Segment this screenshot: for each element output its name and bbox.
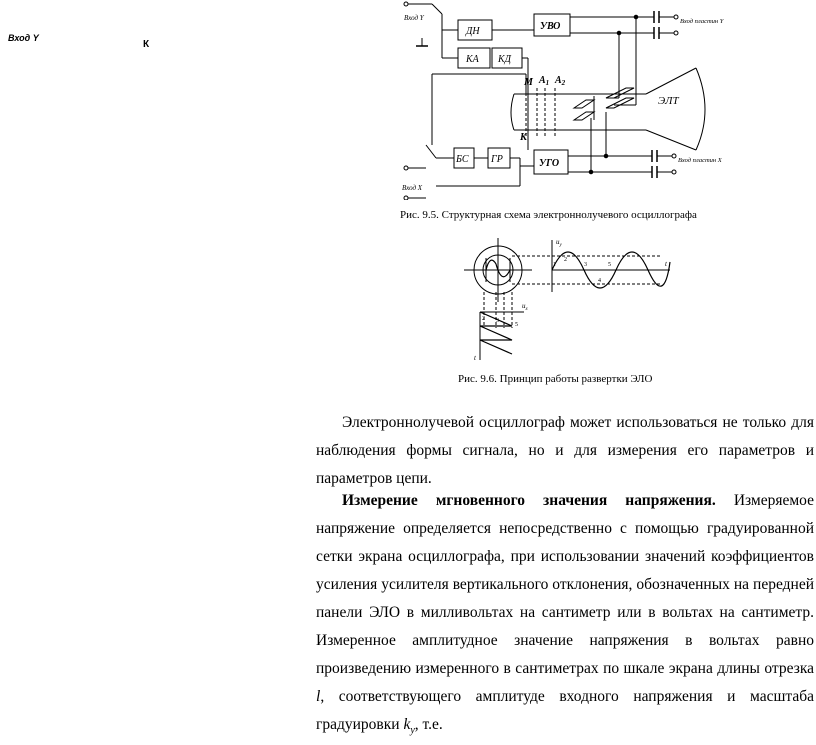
input-y-terminal bbox=[404, 2, 408, 6]
axis-t-label: t bbox=[665, 260, 667, 268]
point-5-label: 5 bbox=[608, 262, 611, 268]
paragraph-intro bbox=[316, 409, 814, 493]
dn-label: ДН bbox=[466, 26, 480, 37]
elt-label: ЭЛТ bbox=[658, 95, 679, 107]
measurement-text-end: , т.е. bbox=[414, 716, 443, 733]
paragraph-measurement bbox=[316, 487, 814, 745]
grid-m-label: М bbox=[524, 77, 533, 88]
sweep-point-3: 3 bbox=[496, 318, 499, 324]
ka-label: КА bbox=[466, 54, 479, 65]
side-label-input-y: Вход Y bbox=[8, 33, 39, 43]
point-2-label: 2 bbox=[564, 257, 567, 263]
axis-t-down-label: t bbox=[474, 354, 476, 362]
side-label-k: К bbox=[143, 39, 150, 50]
fig96-caption: Рис. 9.6. Принцип работы развертки ЭЛО bbox=[458, 373, 653, 385]
fig95-input-y: Вход Y bbox=[404, 14, 424, 22]
ugo-label: УГО bbox=[539, 158, 560, 169]
fig95-plates-y: Вход пластин Y bbox=[680, 18, 724, 25]
cathode-k-label: К bbox=[520, 132, 527, 143]
oscilloscope-block-diagram bbox=[396, 0, 726, 200]
var-k: k bbox=[403, 716, 411, 733]
axis-uy-label: $u_y$ bbox=[556, 238, 562, 248]
anode-a1-label: $А_1$ bbox=[539, 75, 550, 87]
fig95-input-x: Вход X bbox=[402, 184, 423, 192]
paragraph-intro-text: Электроннолучевой осциллограф может использоваться не только для наблюдения формы сигнала, но и для измерения его параметров и параметров цепи. bbox=[316, 414, 814, 487]
y-plate-1 bbox=[606, 88, 634, 98]
section-heading: Измерение мгновенного значения напряжения. bbox=[342, 492, 716, 509]
var-k-sub: y bbox=[410, 725, 415, 737]
fig95-plates-x: Вход пластин X bbox=[678, 157, 722, 164]
point-4-label: 4 bbox=[598, 278, 601, 284]
point-1-label: 1 bbox=[553, 262, 556, 268]
y-plate-2 bbox=[606, 98, 634, 108]
sweep-principle-diagram bbox=[460, 236, 690, 366]
sweep-point-5: 5 bbox=[515, 322, 518, 328]
anode-a2-label: $А_2$ bbox=[555, 75, 566, 87]
measurement-text-mid: , соответствующего амплитуде входного напряжения и масштаба градуировки bbox=[316, 688, 814, 733]
paragraph-measurement-text bbox=[316, 487, 814, 745]
var-l: l bbox=[316, 688, 321, 705]
fig95-caption: Рис. 9.5. Структурная схема электроннолучевого осциллографа bbox=[400, 209, 697, 221]
x-plate-1 bbox=[574, 100, 594, 108]
sweep-point-2: 2 bbox=[482, 316, 485, 322]
kd-label: КД bbox=[498, 54, 512, 65]
axis-ux-label: $u_x$ bbox=[522, 302, 528, 312]
bs-label: БС bbox=[456, 154, 469, 165]
measurement-text: Измеряемое напряжение определяется непосредственно с помощью градуированной сетки экрана осциллографа, при использовании значений коэффициентов усиления усилителя вертикального отклонения, обозначенных на передней панели ЭЛО в милливольтах на сантиметр или в вольтах на сантиметр. Измеренное амплитудное значение напряжения в вольтах равно произведению измеренного в сантиметрах по шкале экрана длины отрезка bbox=[316, 492, 814, 677]
point-3-label: 3 bbox=[584, 262, 587, 268]
crt-screen bbox=[696, 68, 705, 150]
crt-cathode bbox=[511, 94, 514, 130]
uvo-label: УВО bbox=[540, 21, 561, 32]
gr-label: ГР bbox=[491, 154, 503, 165]
